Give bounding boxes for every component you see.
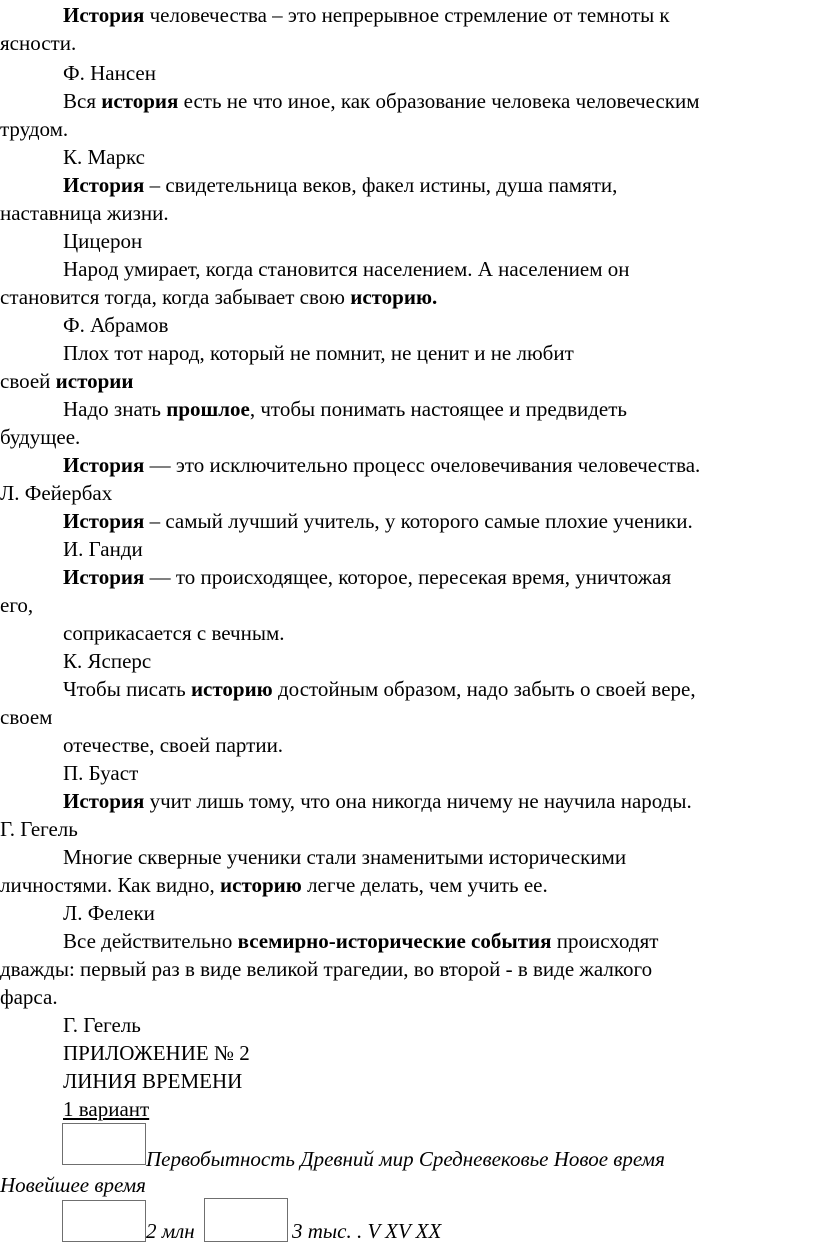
- quote-text: — это исключительно процесс очеловечивания человечества.: [144, 453, 701, 477]
- timeline-periods-wrap: Новейшее время: [0, 1173, 146, 1197]
- quote-11-author: Г. Гегель: [0, 817, 78, 841]
- quote-9-author: К. Ясперс: [63, 649, 152, 673]
- quote-keyword: История: [63, 3, 145, 27]
- quote-text: Вся: [63, 89, 102, 113]
- quote-keyword: История: [63, 173, 145, 197]
- quote-9-line: [63, 564, 816, 590]
- quote-text: — то происходящее, которое, пересекая время, уничтожая: [144, 565, 672, 589]
- quote-9-wrap: его,: [0, 593, 34, 617]
- quote-9-line-2: соприкасается с вечным.: [63, 621, 285, 645]
- timeline-periods-line: Первобытность Древний мир Средневековье Новое время: [146, 1147, 665, 1171]
- quote-keyword: История: [63, 789, 145, 813]
- quote-7-line: [63, 452, 816, 478]
- timeline-dates-label: 3 тыс. . V XV XX: [292, 1219, 442, 1243]
- quote-5-line: Плох тот народ, который не помнит, не ценит и не любит: [63, 341, 574, 365]
- quote-13-line: [63, 928, 816, 954]
- quote-keyword: История: [63, 509, 145, 533]
- quote-5-wrap: [0, 368, 816, 394]
- quote-12-line: Многие скверные ученики стали знаменитыми историческими: [63, 845, 627, 869]
- timeline-blank-box[interactable]: [62, 1123, 146, 1165]
- quote-12-author: Л. Фелеки: [63, 901, 155, 925]
- quote-text: личностями. Как видно,: [0, 873, 221, 897]
- variant-label: 1 вариант: [63, 1097, 150, 1121]
- quote-4-author: Ф. Абрамов: [63, 313, 169, 337]
- quote-text: становится тогда, когда забывает свою: [0, 285, 351, 309]
- quote-1-line: [63, 2, 816, 28]
- quote-13-line-3: фарса.: [0, 985, 58, 1009]
- quote-text: своей: [0, 369, 56, 393]
- quote-10-line: [63, 676, 816, 702]
- quote-keyword: История: [63, 453, 145, 477]
- quote-1-author: Ф. Нансен: [63, 61, 156, 85]
- quote-4-wrap: [0, 284, 816, 310]
- quote-text: достойным образом, надо забыть о своей вере,: [272, 677, 696, 701]
- quote-11-line: [63, 788, 816, 814]
- quote-13-line-2: дважды: первый раз в виде великой трагедии, во второй - в виде жалкого: [0, 957, 653, 981]
- quote-3-author: Цицерон: [63, 229, 143, 253]
- quote-text: Чтобы писать: [63, 677, 191, 701]
- quote-3-line: [63, 172, 816, 198]
- quote-text: происходят: [551, 929, 659, 953]
- quote-text: есть не что иное, как образование человека человеческим: [178, 89, 700, 113]
- quote-10-line-2: отечестве, своей партии.: [63, 733, 284, 757]
- quote-8-line: [63, 508, 816, 534]
- timeline-blank-box[interactable]: [204, 1198, 288, 1242]
- timeline-blank-box[interactable]: [62, 1200, 146, 1242]
- quote-6-line: [63, 396, 816, 422]
- quote-keyword: историю: [190, 677, 273, 701]
- quote-text: Надо знать: [63, 397, 167, 421]
- appendix-heading: ПРИЛОЖЕНИЕ № 2: [63, 1041, 250, 1065]
- quote-2-line: [63, 88, 816, 114]
- quote-text: легче делать, чем учить ее.: [301, 873, 548, 897]
- quote-7-author: Л. Фейербах: [0, 481, 113, 505]
- quote-13-author: Г. Гегель: [63, 1013, 141, 1037]
- quote-12-wrap: [0, 872, 816, 898]
- quote-3-wrap: наставница жизни.: [0, 201, 169, 225]
- quote-2-author: К. Маркс: [63, 145, 146, 169]
- quote-keyword: всемирно-исторические события: [237, 929, 552, 953]
- timeline-date-label: 2 млн: [146, 1219, 195, 1243]
- quote-keyword: историю: [220, 873, 302, 897]
- quote-text: – свидетельница веков, факел истины, душа памяти,: [144, 173, 618, 197]
- quote-1-wrap: ясности.: [0, 31, 77, 55]
- quote-text: учит лишь тому, что она никогда ничему не научила народы.: [144, 789, 692, 813]
- quote-keyword: история: [101, 89, 179, 113]
- quote-text: Все действительно: [63, 929, 238, 953]
- quote-10-wrap: своем: [0, 705, 53, 729]
- timeline-title: ЛИНИЯ ВРЕМЕНИ: [63, 1069, 243, 1093]
- quote-keyword: История: [63, 565, 145, 589]
- quote-6-wrap: будущее.: [0, 425, 81, 449]
- quote-keyword: истории: [55, 369, 134, 393]
- quote-8-author: И. Ганди: [63, 537, 143, 561]
- quote-2-wrap: трудом.: [0, 117, 69, 141]
- quote-text: человечества – это непрерывное стремление от темноты к: [144, 3, 670, 27]
- quote-text: – самый лучший учитель, у которого самые плохие ученики.: [144, 509, 693, 533]
- quote-text: , чтобы понимать настоящее и предвидеть: [249, 397, 627, 421]
- quote-keyword: прошлое: [166, 397, 250, 421]
- quote-10-author: П. Буаст: [63, 761, 139, 785]
- quote-4-line: Народ умирает, когда становится населением. А населением он: [63, 257, 630, 281]
- quote-keyword: историю.: [350, 285, 438, 309]
